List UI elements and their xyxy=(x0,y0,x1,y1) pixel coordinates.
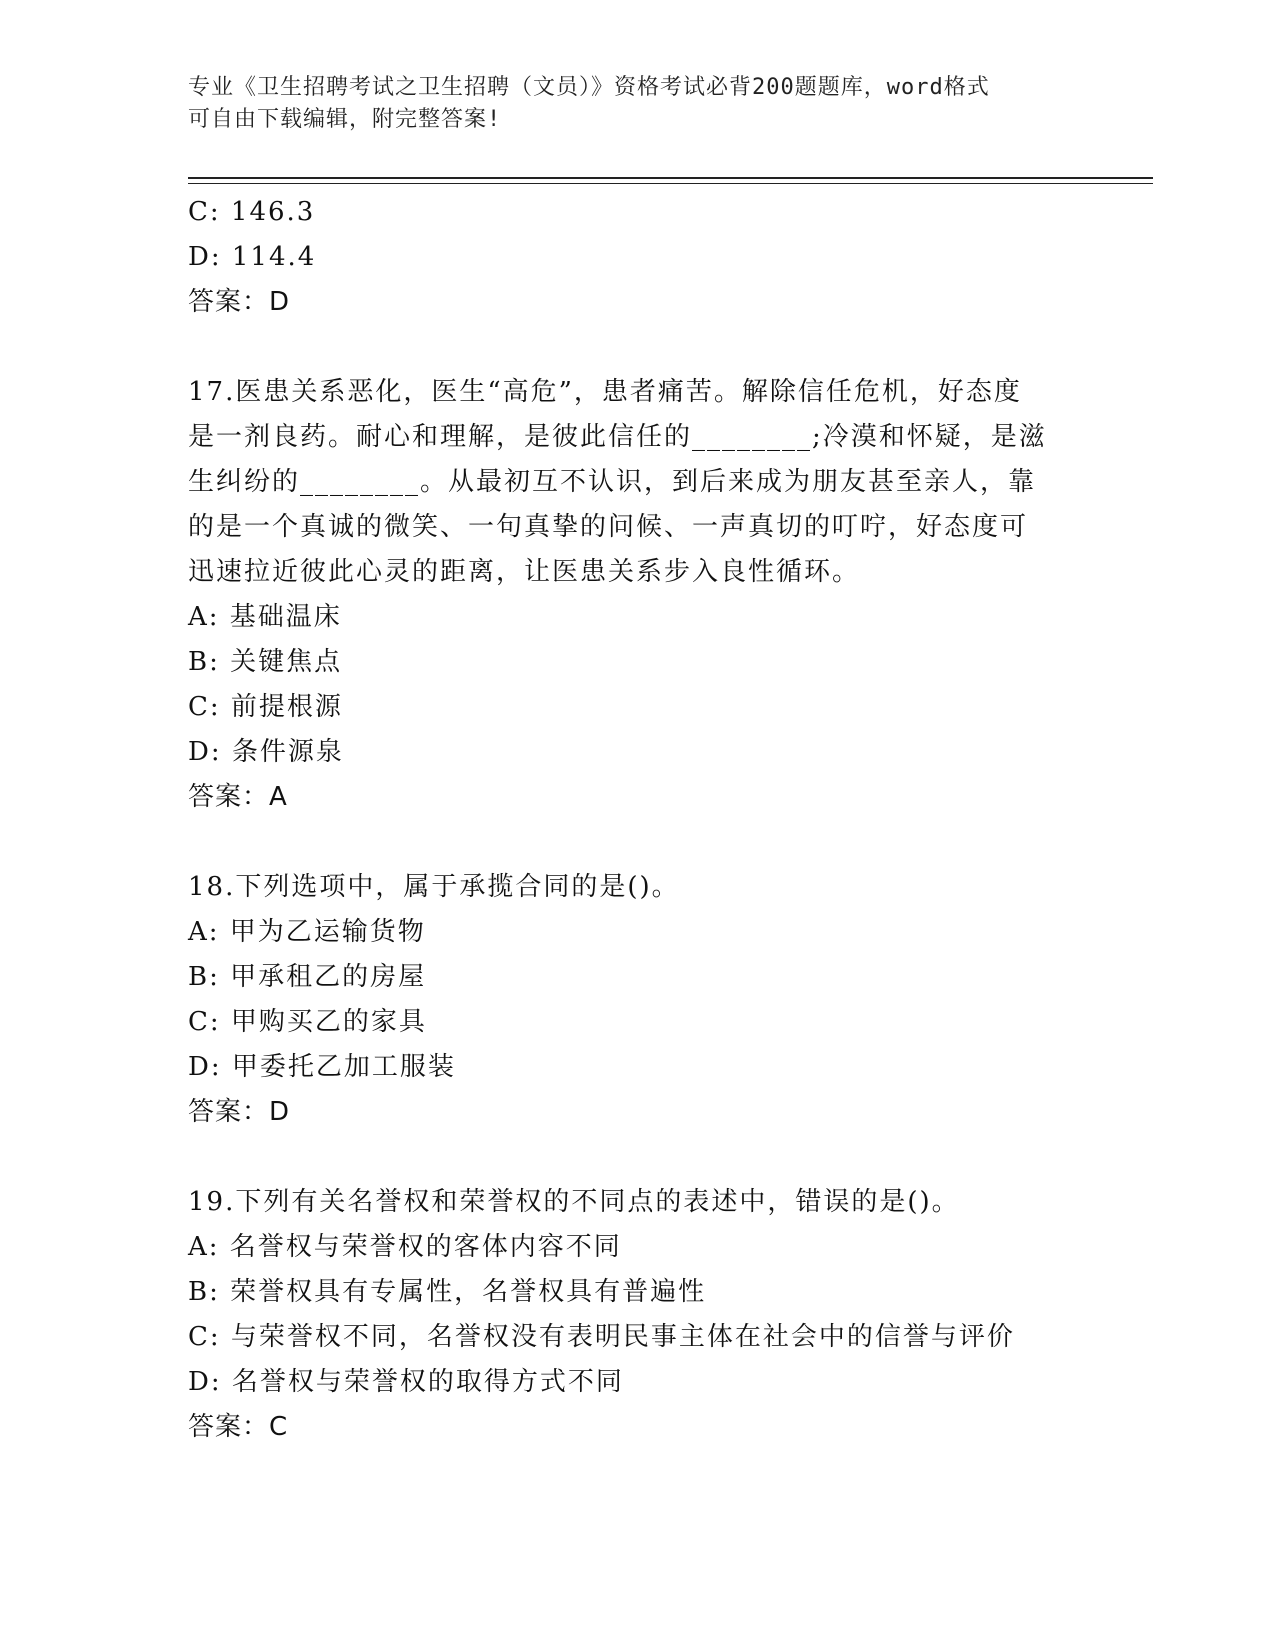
option-c: C: 146.3 xyxy=(188,197,316,227)
option-d: D: 名誉权与荣誉权的取得方式不同 xyxy=(188,1367,624,1397)
answer: 答案：A xyxy=(188,782,288,812)
question-stem: 18.下列选项中，属于承揽合同的是()。 xyxy=(188,872,680,902)
answer: 答案：C xyxy=(188,1412,289,1442)
page-header xyxy=(188,72,1088,136)
question-stem-line: 17.医患关系恶化，医生“高危”，患者痛苦。解除信任危机，好态度 xyxy=(188,377,1022,407)
option-c: C: 与荣誉权不同，名誉权没有表明民事主体在社会中的信誉与评价 xyxy=(188,1322,1015,1352)
header-line-1: 专业《卫生招聘考试之卫生招聘（文员）》资格考试必背200题题库，word格式 xyxy=(188,75,990,100)
option-d: D: 114.4 xyxy=(188,242,317,272)
option-a: A: 名誉权与荣誉权的客体内容不同 xyxy=(188,1232,622,1262)
question-19 xyxy=(188,1180,1118,1450)
question-16-tail xyxy=(188,190,1118,325)
question-stem-line: 迅速拉近彼此心灵的距离，让医患关系步入良性循环。 xyxy=(188,557,861,587)
option-a: A: 甲为乙运输货物 xyxy=(188,917,426,947)
option-b: B: 关键焦点 xyxy=(188,647,343,677)
question-stem-line: 是一剂良药。耐心和理解，是彼此信任的________;冷漠和怀疑，是滋 xyxy=(188,422,1047,452)
option-d: D: 条件源泉 xyxy=(188,737,344,767)
option-b: B: 甲承租乙的房屋 xyxy=(188,962,427,992)
question-stem: 19.下列有关名誉权和荣誉权的不同点的表述中，错误的是()。 xyxy=(188,1187,960,1217)
question-18 xyxy=(188,865,1118,1135)
option-b: B: 荣誉权具有专属性，名誉权具有普遍性 xyxy=(188,1277,707,1307)
option-c: C: 甲购买乙的家具 xyxy=(188,1007,427,1037)
question-17 xyxy=(188,370,1118,820)
answer: 答案：D xyxy=(188,1097,291,1127)
question-stem-line: 的是一个真诚的微笑、一句真挚的问候、一声真切的叮咛，好态度可 xyxy=(188,512,1029,542)
option-a: A: 基础温床 xyxy=(188,602,342,632)
question-stem-line: 生纠纷的________。从最初互不认识，到后来成为朋友甚至亲人，靠 xyxy=(188,467,1037,497)
option-c: C: 前提根源 xyxy=(188,692,343,722)
header-rule-thin xyxy=(188,183,1153,184)
header-line-2: 可自由下载编辑，附完整答案! xyxy=(188,107,502,132)
question-list xyxy=(188,190,1118,1450)
answer: 答案：D xyxy=(188,287,291,317)
option-d: D: 甲委托乙加工服装 xyxy=(188,1052,456,1082)
header-rule-thick xyxy=(188,177,1153,179)
